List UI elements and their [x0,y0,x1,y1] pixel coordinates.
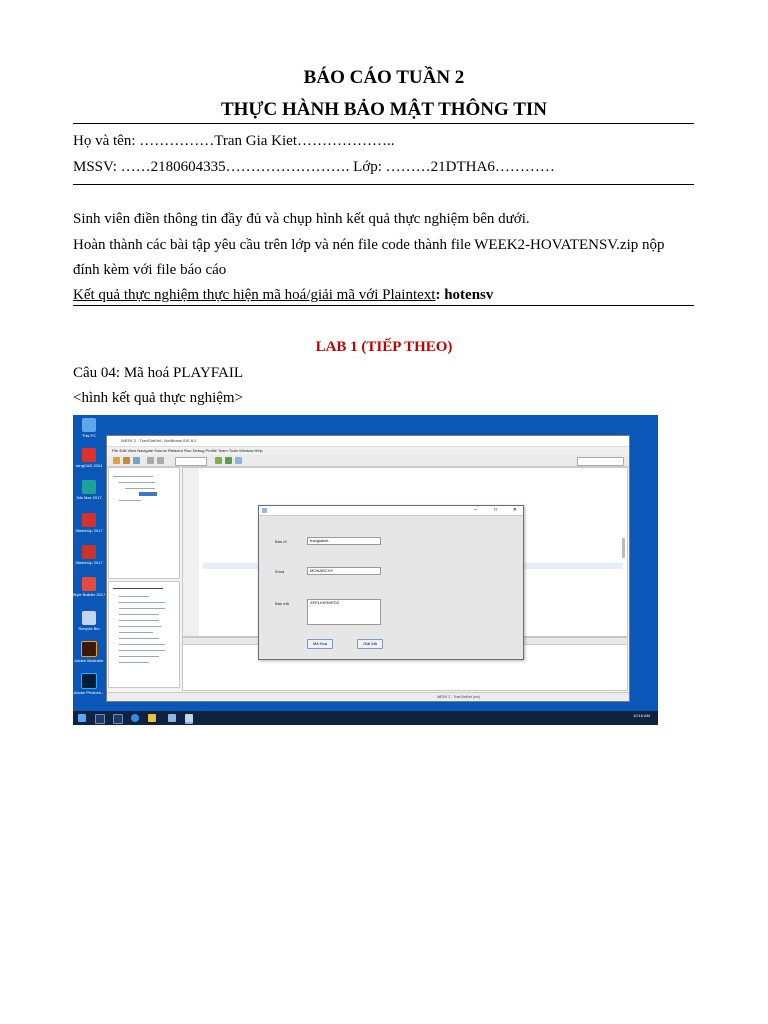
encrypt-button[interactable]: Mã Hoá [307,639,333,649]
desktop-icon-illustrator: Adobe Illustrator [73,641,109,663]
status-bar: WEEK 2 - TranGiaKiet (run) [107,692,629,701]
title-divider [73,123,694,124]
save-icon [133,457,140,464]
report-title: BÁO CÁO TUẦN 2 [303,67,465,88]
netbeans-window [106,435,630,702]
task-view-icon[interactable] [113,714,123,724]
nav-item [119,650,165,651]
nav-item [119,620,159,621]
desktop-icon-sketchup-2: SketchUp 2017 [73,545,109,565]
result-prefix: Kết quả thực nghiệm thực hiện mã hoá/giải mã với Plaintext [73,287,436,303]
undo-icon [147,457,154,464]
selected-file [139,492,157,496]
taskbar-clock: 10:16 AM [633,713,650,718]
tree-item [125,488,155,489]
start-icon[interactable] [78,714,86,722]
redo-icon [157,457,164,464]
result-line [73,287,493,304]
line-gutter [183,468,199,636]
desktop-icon-recycle-bin: Recycle Bin [73,611,109,631]
lab-heading: LAB 1 (TIẾP THEO) [315,339,453,355]
java-app-taskbar-icon[interactable] [185,714,193,724]
result-screenshot [73,415,658,725]
nav-item [119,662,149,663]
plaintext-label: Bản rõ [275,539,287,544]
build-icon [215,457,222,464]
desktop-icon-photoshop: Adobe Photosh... [73,673,109,695]
desktop-icon-3dsmax: 3ds Max 2017 [73,480,109,500]
navigator-panel [108,581,180,688]
plaintext-input[interactable]: trangiakiet [307,537,381,545]
nav-item [119,614,159,615]
result-placeholder: <hình kết quả thực nghiệm> [73,390,244,406]
nav-item [119,596,149,597]
close-icon[interactable]: ✕ [512,507,517,513]
netbeans-taskbar-icon[interactable] [168,714,176,722]
desktop-icon-this-pc: This PC [73,418,109,438]
java-icon [262,508,267,513]
debug-icon [235,457,242,464]
nav-item [119,638,159,639]
maximize-icon[interactable]: □ [493,507,497,513]
instruction-2a: Hoàn thành các bài tập yêu cầu trên lớp và nén file code thành file WEEK2-HOVATENSV.zip nộp [73,237,665,253]
nav-item [119,602,165,603]
key-label: Khoá [275,569,285,574]
nav-item [119,626,161,627]
nav-item [119,644,165,645]
windows-taskbar [73,711,658,725]
netbeans-title-bar: WEEK 2 - TranGiaKiet - NetBeans IDE 8.2 [107,436,629,447]
desktop-icon-autocad: wingCAD 2024 [73,448,109,468]
result-value: : hotensv [435,287,494,303]
open-project-icon [123,457,130,464]
instruction-1: Sinh viên điền thông tin đầy đủ và chụp hình kết quả thực nghiệm bên dưới. [73,211,530,227]
nav-item [119,656,159,657]
nav-item [119,632,153,633]
nav-item [119,608,165,609]
ciphertext-output[interactable]: ZEPLKKRMFDZ [307,599,381,625]
minimize-icon[interactable]: – [474,507,477,513]
tree-item [119,500,141,501]
netbeans-menu-bar: File Edit View Navigate Source Refactor Run Debug Profile Team Tools Window Help [107,447,629,455]
projects-panel [108,467,180,579]
editor-scrollbar[interactable] [622,538,625,558]
dialog-title-bar [259,506,523,516]
decrypt-button[interactable]: Giải Mã [357,639,383,649]
report-subtitle: THỰC HÀNH BẢO MẬT THÔNG TIN [220,99,548,120]
student-name-line: Họ và tên: ……………Tran Gia Kiet……………….. [73,133,395,149]
result-divider [73,305,694,306]
key-input[interactable]: MONARCHY [307,567,381,575]
desktop-icon-style-builder: Style Builder 2017 [73,577,109,597]
edge-icon[interactable] [131,714,139,722]
instruction-2b: đính kèm với file báo cáo [73,262,227,278]
config-dropdown [175,457,207,466]
playfair-dialog [258,505,524,660]
student-id-line: MSSV: ……2180604335……………………. Lớp: ………21DTHA6………… [73,159,555,175]
ciphertext-label: Bản mã [275,601,289,606]
netbeans-toolbar [107,455,629,467]
new-file-icon [113,457,120,464]
question-line: Câu 04: Mã hoá PLAYFAIL [73,365,243,381]
search-icon[interactable] [95,714,105,724]
tree-item [119,482,155,483]
info-divider [73,184,694,185]
file-explorer-icon[interactable] [148,714,156,722]
search-box [577,457,624,466]
nav-header [113,588,163,589]
run-icon [225,457,232,464]
desktop-icon-sketchup: SketchUp 2017 [73,513,109,533]
tree-item [113,476,153,477]
